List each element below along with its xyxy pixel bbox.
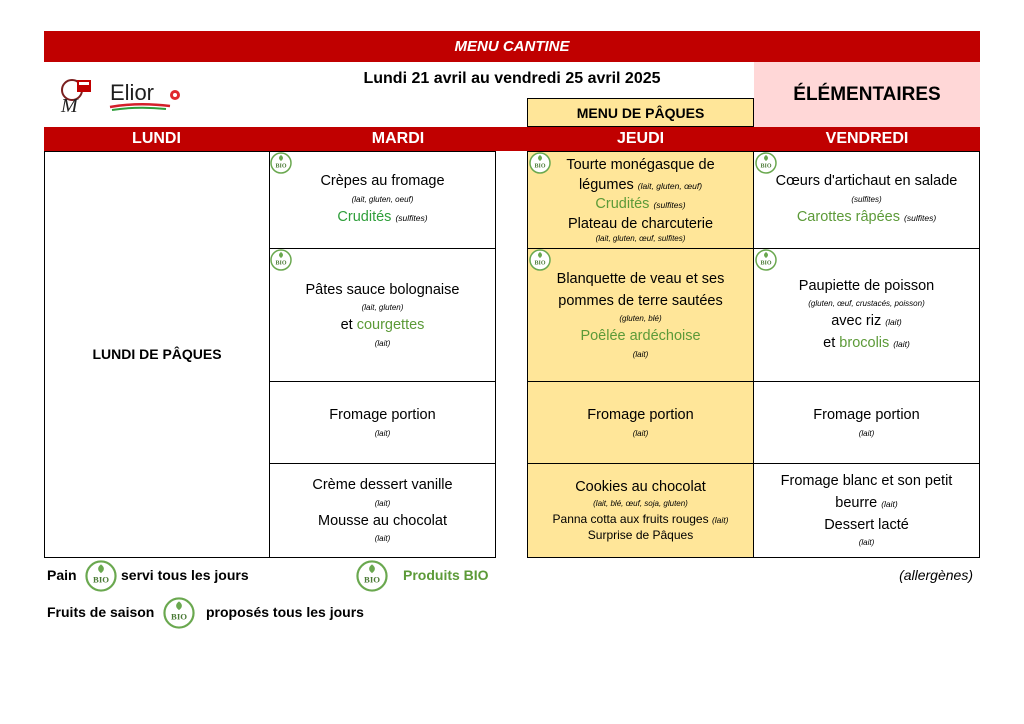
mardi-plat-side: courgettes	[356, 317, 425, 333]
svg-text:BIO: BIO	[171, 611, 187, 622]
day-header-jeudi: JEUDI	[527, 127, 754, 151]
easter-menu-label: MENU DE PÂQUES	[527, 98, 754, 127]
jeudi-fromage-cell	[527, 381, 754, 464]
vendredi-plat-with: avec riz	[831, 312, 882, 329]
mardi-plat-and: et	[340, 317, 353, 333]
svg-text:BIO: BIO	[93, 574, 109, 585]
elior-brand-text: Elior	[110, 80, 155, 105]
footer-fruits-label: Fruits de saison	[47, 604, 155, 620]
footer-fruits-text: proposés tous les jours	[206, 604, 364, 620]
vendredi-dessert-dish2: Dessert lacté	[824, 516, 909, 533]
mardi-fromage-dish: Fromage portion	[329, 406, 436, 423]
jeudi-fromage-allergens: (lait)	[632, 428, 649, 438]
mardi-dessert-allergens1: (lait)	[374, 498, 391, 508]
jeudi-plat-side: Poêlée ardéchoise	[580, 327, 701, 344]
vendredi-entree-cell	[753, 151, 980, 249]
svg-text:M: M	[61, 95, 78, 116]
bio-icon	[270, 249, 292, 271]
mardi-plat-allergens: (lait, gluten)	[361, 303, 404, 313]
mardi-dessert-dish2: Mousse au chocolat	[318, 512, 447, 529]
mardi-dessert-allergens2: (lait)	[374, 534, 391, 544]
mardi-entree-side: Crudités	[337, 208, 392, 225]
jeudi-dessert-allergens1: (lait, blé, œuf, soja, gluten)	[593, 499, 688, 509]
school-level: ÉLÉMENTAIRES	[754, 62, 980, 127]
day-header-mardi: MARDI	[269, 127, 527, 151]
vendredi-entree-side-allergens: (sulfites)	[904, 212, 937, 223]
vendredi-entree-dish: Cœurs d'artichaut en salade	[775, 173, 958, 190]
jeudi-dessert-dish1: Cookies au chocolat	[575, 478, 706, 495]
footer-allergens-note: (allergènes)	[899, 567, 973, 583]
bio-icon	[529, 152, 551, 174]
vendredi-plat-and: et	[823, 334, 836, 351]
mardi-dessert-cell	[269, 463, 496, 558]
mardi-plat-cell	[269, 248, 496, 382]
vendredi-plat-allergens: (gluten, œuf, crustacés, poisson)	[808, 299, 925, 309]
monaco-logo	[57, 76, 97, 116]
menu-banner: MENU CANTINE	[44, 31, 980, 62]
jeudi-plat-dish-line1: Blanquette de veau et ses	[556, 270, 725, 287]
jeudi-dessert-dish2: Panna cotta aux fruits rouges	[552, 511, 709, 526]
bio-icon	[163, 597, 195, 629]
mardi-entree-side-allergens: (sulfites)	[395, 212, 428, 223]
vendredi-plat-side-allergens: (lait)	[893, 338, 910, 349]
vendredi-dessert-dish1-line2: beurre	[835, 494, 878, 511]
jeudi-dessert-cell	[527, 463, 754, 558]
vendredi-fromage-allergens: (lait)	[858, 428, 875, 438]
jeudi-entree-side: Crudités	[595, 196, 650, 213]
svg-text:BIO: BIO	[275, 260, 287, 267]
jeudi-entree-dish2: Plateau de charcuterie	[567, 215, 714, 232]
jeudi-entree-dish2-allergens: (lait, gluten, œuf, sulfites)	[595, 234, 686, 244]
vendredi-plat-cell	[753, 248, 980, 382]
vendredi-plat-with-allergens: (lait)	[885, 316, 902, 327]
bio-icon	[755, 249, 777, 271]
svg-text:BIO: BIO	[534, 163, 546, 170]
vendredi-fromage-dish: Fromage portion	[813, 406, 920, 423]
mardi-plat-side-allergens: (lait)	[374, 338, 391, 348]
jeudi-fromage-dish: Fromage portion	[587, 406, 694, 423]
jeudi-entree-cell	[527, 151, 754, 249]
mardi-dessert-dish1: Crème dessert vanille	[312, 477, 453, 494]
footer-bio-label: Produits BIO	[403, 567, 489, 583]
jeudi-dessert-dish3: Surprise de Pâques	[587, 528, 694, 543]
lundi-holiday-cell	[44, 151, 270, 558]
footer-pain-text: servi tous les jours	[121, 567, 249, 583]
jeudi-entree-dish-allergens: (lait, gluten, œuf)	[637, 180, 703, 191]
svg-text:BIO: BIO	[760, 260, 772, 267]
vendredi-dessert-allergens1: (lait)	[881, 498, 898, 509]
svg-text:BIO: BIO	[760, 163, 772, 170]
bio-icon	[356, 560, 388, 592]
vendredi-plat-side: brocolis	[839, 334, 890, 351]
vendredi-entree-side: Carottes râpées	[796, 208, 900, 225]
jeudi-plat-allergens: (gluten, blé)	[619, 314, 662, 324]
jeudi-entree-dish-line1: Tourte monégasque de	[566, 157, 715, 174]
jeudi-dessert-allergens2: (lait)	[711, 514, 729, 525]
vendredi-entree-allergens: (sulfites)	[851, 195, 882, 205]
jeudi-entree-dish-line2: légumes	[578, 176, 634, 193]
vendredi-plat-dish: Paupiette de poisson	[798, 277, 935, 294]
elior-logo	[108, 76, 188, 114]
mardi-entree-allergens: (lait, gluten, oeuf)	[351, 195, 414, 205]
vendredi-dessert-cell	[753, 463, 980, 558]
day-header-lundi: LUNDI	[44, 127, 269, 151]
vendredi-dessert-dish1-line1: Fromage blanc et son petit	[780, 473, 953, 490]
jeudi-plat-dish-line2: pommes de terre sautées	[558, 292, 723, 309]
vendredi-fromage-cell	[753, 381, 980, 464]
mardi-fromage-cell	[269, 381, 496, 464]
mardi-entree-dish: Crèpes au fromage	[320, 173, 445, 190]
mardi-entree-cell	[269, 151, 496, 249]
day-header-vendredi: VENDREDI	[754, 127, 980, 151]
menu-dates: Lundi 21 avril au vendredi 25 avril 2025	[363, 70, 661, 87]
bio-icon	[270, 152, 292, 174]
jeudi-entree-side-allergens: (sulfites)	[653, 200, 686, 211]
footer-pain-label: Pain	[47, 567, 77, 583]
mardi-fromage-allergens: (lait)	[374, 428, 391, 438]
jeudi-plat-side-allergens: (lait)	[632, 349, 649, 359]
bio-icon	[85, 560, 117, 592]
svg-text:BIO: BIO	[275, 163, 287, 170]
jeudi-plat-cell	[527, 248, 754, 382]
vendredi-dessert-allergens2: (lait)	[858, 538, 875, 548]
bio-icon	[529, 249, 551, 271]
svg-text:BIO: BIO	[534, 260, 546, 267]
lundi-holiday-text: LUNDI DE PÂQUES	[92, 346, 222, 362]
bio-icon	[755, 152, 777, 174]
mardi-plat-dish: Pâtes sauce bolognaise	[305, 281, 460, 298]
svg-text:BIO: BIO	[364, 574, 380, 585]
